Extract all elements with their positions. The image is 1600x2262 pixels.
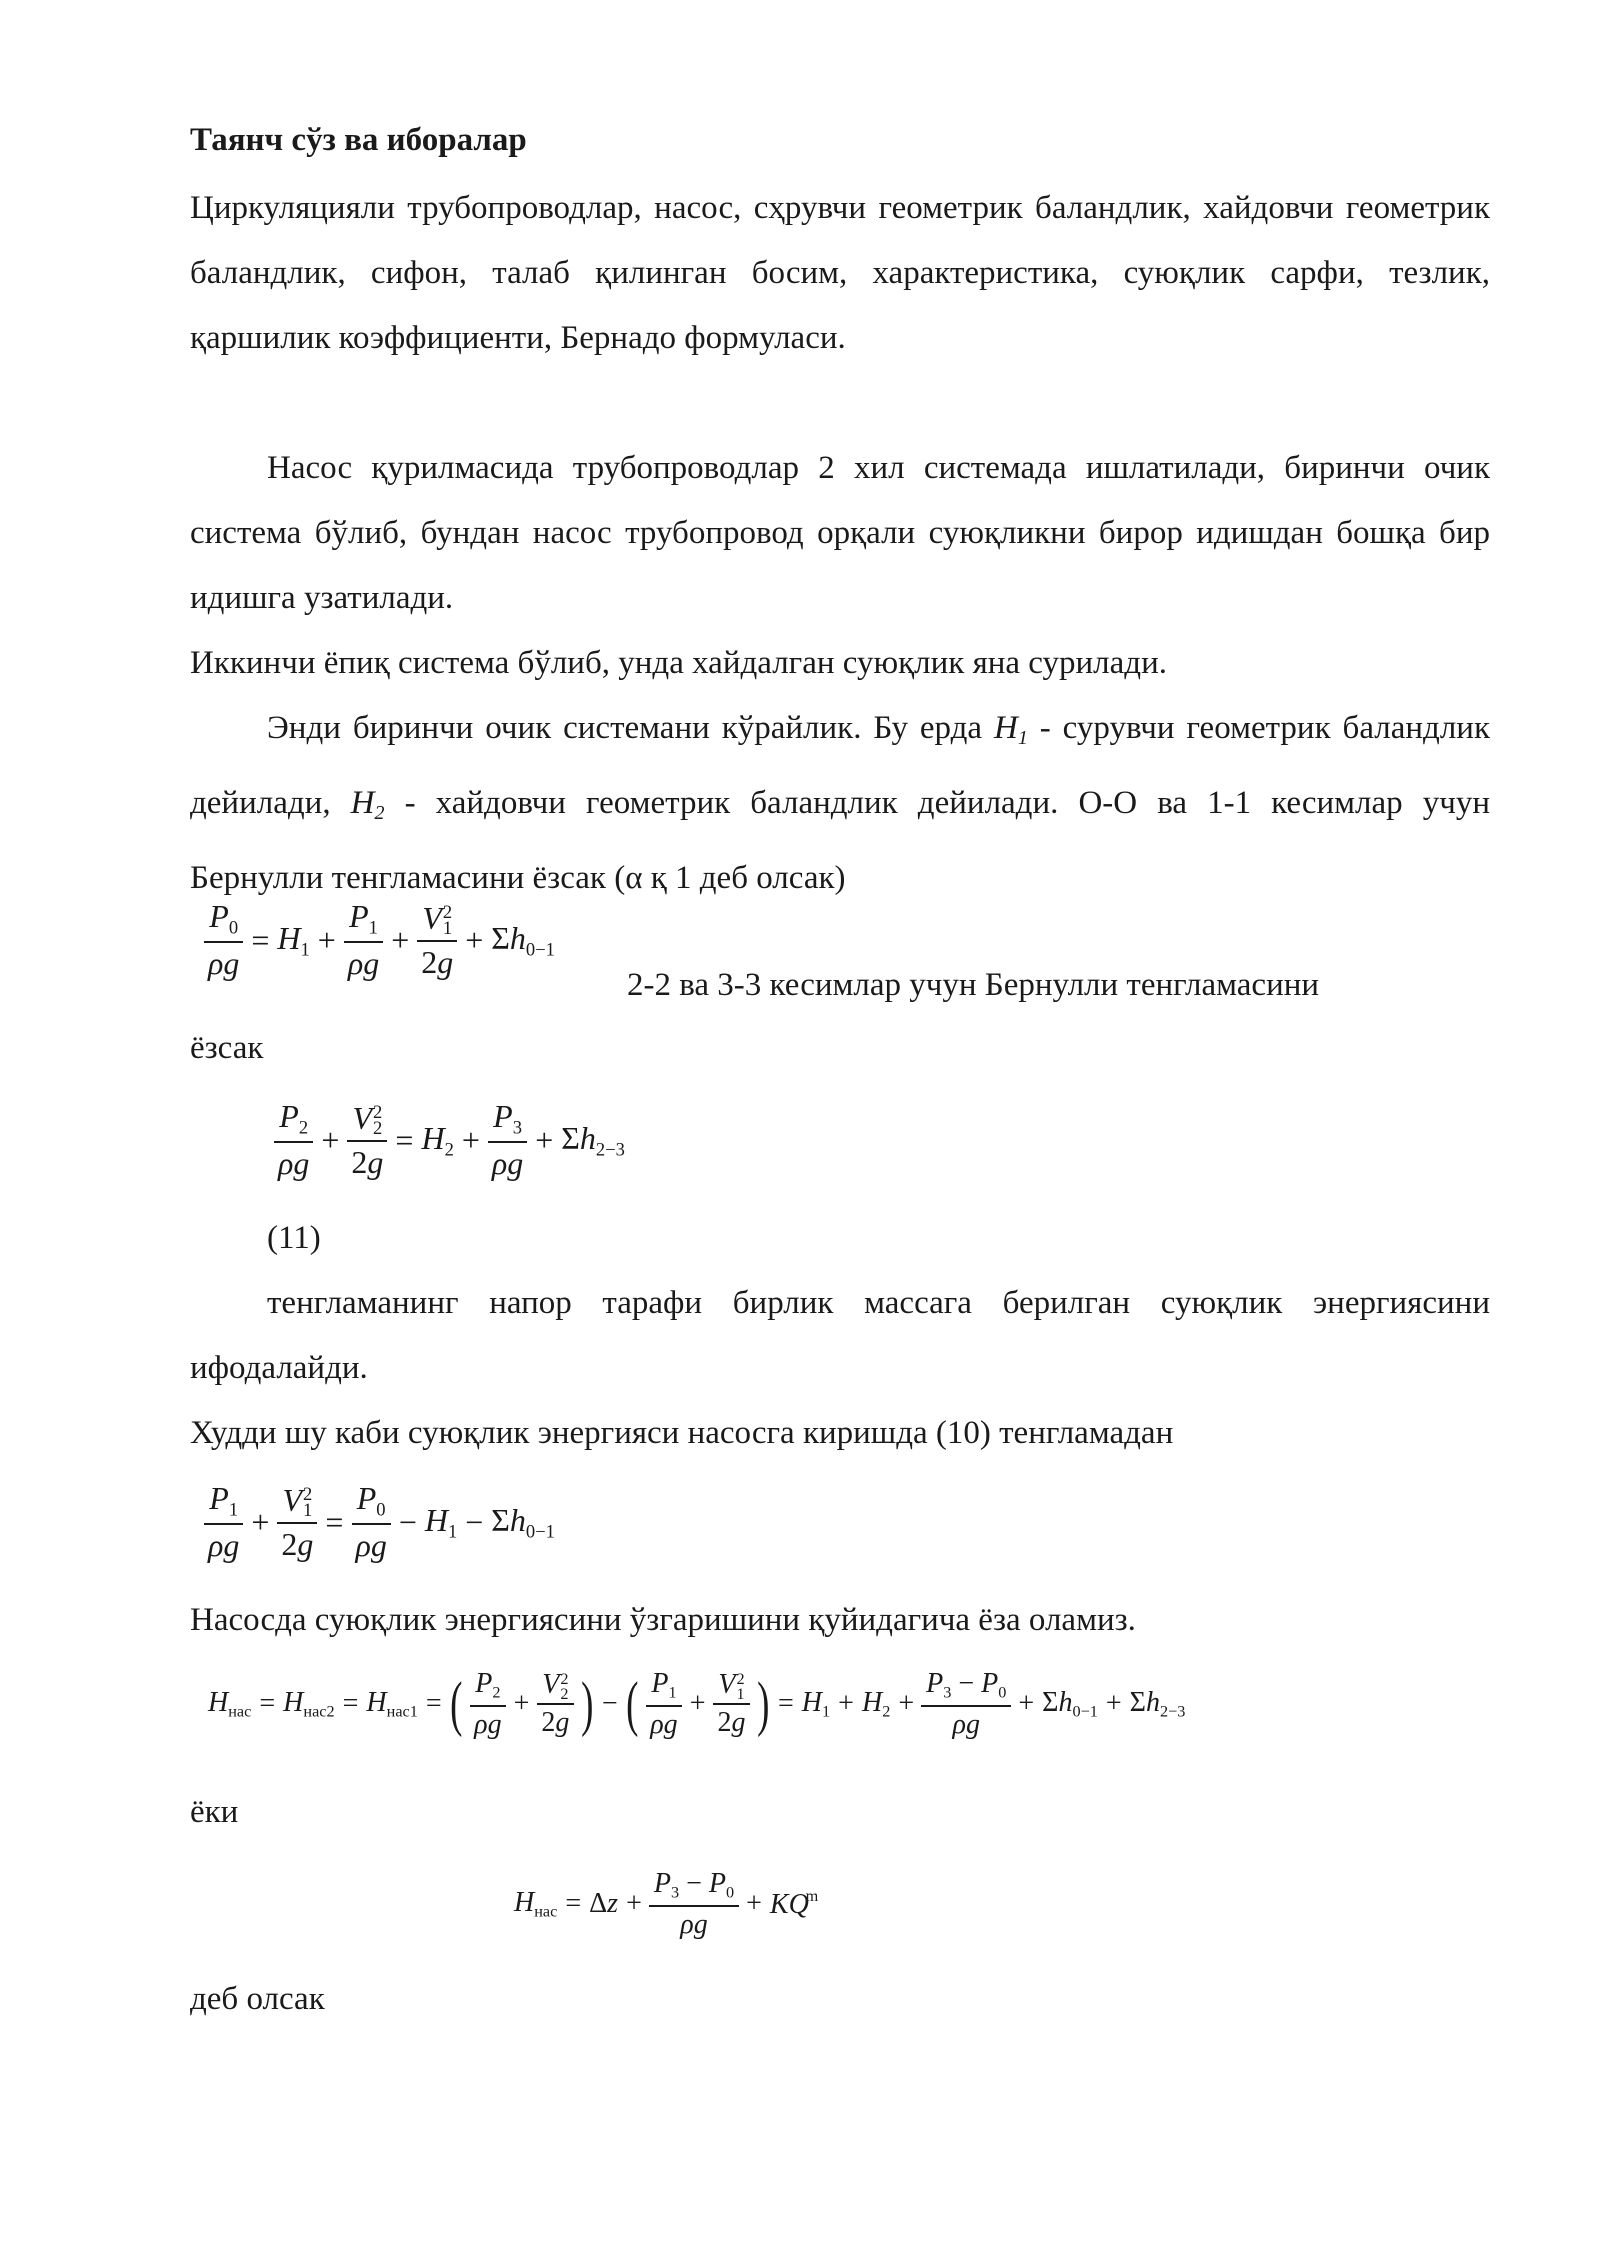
equation-bernoulli-2-3: $\frac{P_2}{\rho g}$ + V 2 2 2g = $H_2$ + $\frac{P_3}{\rho g}$ + $\Sigma h_{2-3}$ [270,1098,629,1182]
equation-number: (11) [267,1220,321,1256]
symbol-subscript: 1 [1017,727,1028,749]
paragraph-pump-inlet: Худди шу каби суюқлик энергияси насосга киришда (10) тенгламадан [190,1415,1174,1451]
symbol-letter: H [350,785,375,821]
equation-pump-inlet-energy: $\frac{P_1}{\rho g}$ + V 2 1 2g = $\frac{P_0}{\rho g}$ − $H_1$ − $\Sigma h_{0-1}$ [200,1480,559,1564]
paragraph-open-system [190,696,1490,911]
word-or: ёки [190,1794,239,1830]
symbol-h1 [994,710,1028,749]
paragraph-head-energy: тенгламанинг напор тарафи бирлик массага берилган суюқлик энергиясини ифодалайди. [190,1285,1490,1386]
paragraph-pump-energy-change: Насосда суюқлик энергиясини ўзгаришини қуйидагича ёза оламиз. [190,1602,1136,1638]
equation-1-caption: 2-2 ва 3-3 кесимлар учун Бернулли тенгламасини [627,967,1320,1003]
heading: Таянч сўз ва иборалар [190,122,527,158]
symbol-subscript: 2 [374,802,385,824]
equation-1-caption-cont: ёзсак [190,1030,264,1066]
final-phrase: деб олсак [190,1981,325,2017]
text-span: Энди биринчи очик системани кўрайлик. Бу ерда [267,710,994,746]
keywords-paragraph: Циркуляцияли трубопроводлар, насос, сҳрувчи геометрик баландлик, хайдовчи геометрик баландлик, сифон, талаб қилинган босим, характеристика, суюқлик сарфи, тезлик, қаршилик коэффициенти, Бернадо формуласи. [190,190,1490,356]
symbol-letter: H [994,710,1018,746]
text-span: - сурувчи геометрик баландлик дейилади, [190,710,1490,821]
equation-pump-head-characteristic: $H_{нас}$ = Δz + $\frac{P_3 - P_0}{\rho g}$ + $KQ^m$ [514,1868,819,1940]
paragraph-closed-system: Иккинчи ёпиқ система бўлиб, унда хайдалган суюқлик яна сурилади. [190,645,1167,681]
equation-bernoulli-0-1: $\frac{P_0}{\rho g}$ = $H_1$ + $\frac{P_1}{\rho g}$ + V 2 1 2g + $\Sigma h_{0-1}$ [200,898,559,982]
symbol-h2 [350,785,385,824]
text-span: - хайдовчи геометрик баландлик дейилади. О-О ва 1-1 кесимлар учун Бернулли тенгламасини ёзсак (α қ 1 деб олсак) [190,785,1490,896]
equation-pump-head: $H_{нас}$ = $H_{нас2}$ = $H_{нас1}$ = ( $\frac{P_2}{\rho g}$ + V 2 2 2g ) − ( $\frac{P_1}{\rho g}$ + V 2 1 2g ) = $H_1$ + $H_2$ + $\frac{P_3 - P_0}{\rho g}$ + $\Sigma h_{0-1}$ + $\Sigma h_{2-3}$ [208,1668,1186,1740]
paragraph-pipeline-systems: Насос қурилмасида трубопроводлар 2 хил системада ишлатилади, биринчи очик система бўлиб, бундан насос трубопровод орқали суюқликни бирор идишдан бошқа бир идишга узатилади. [190,450,1490,616]
